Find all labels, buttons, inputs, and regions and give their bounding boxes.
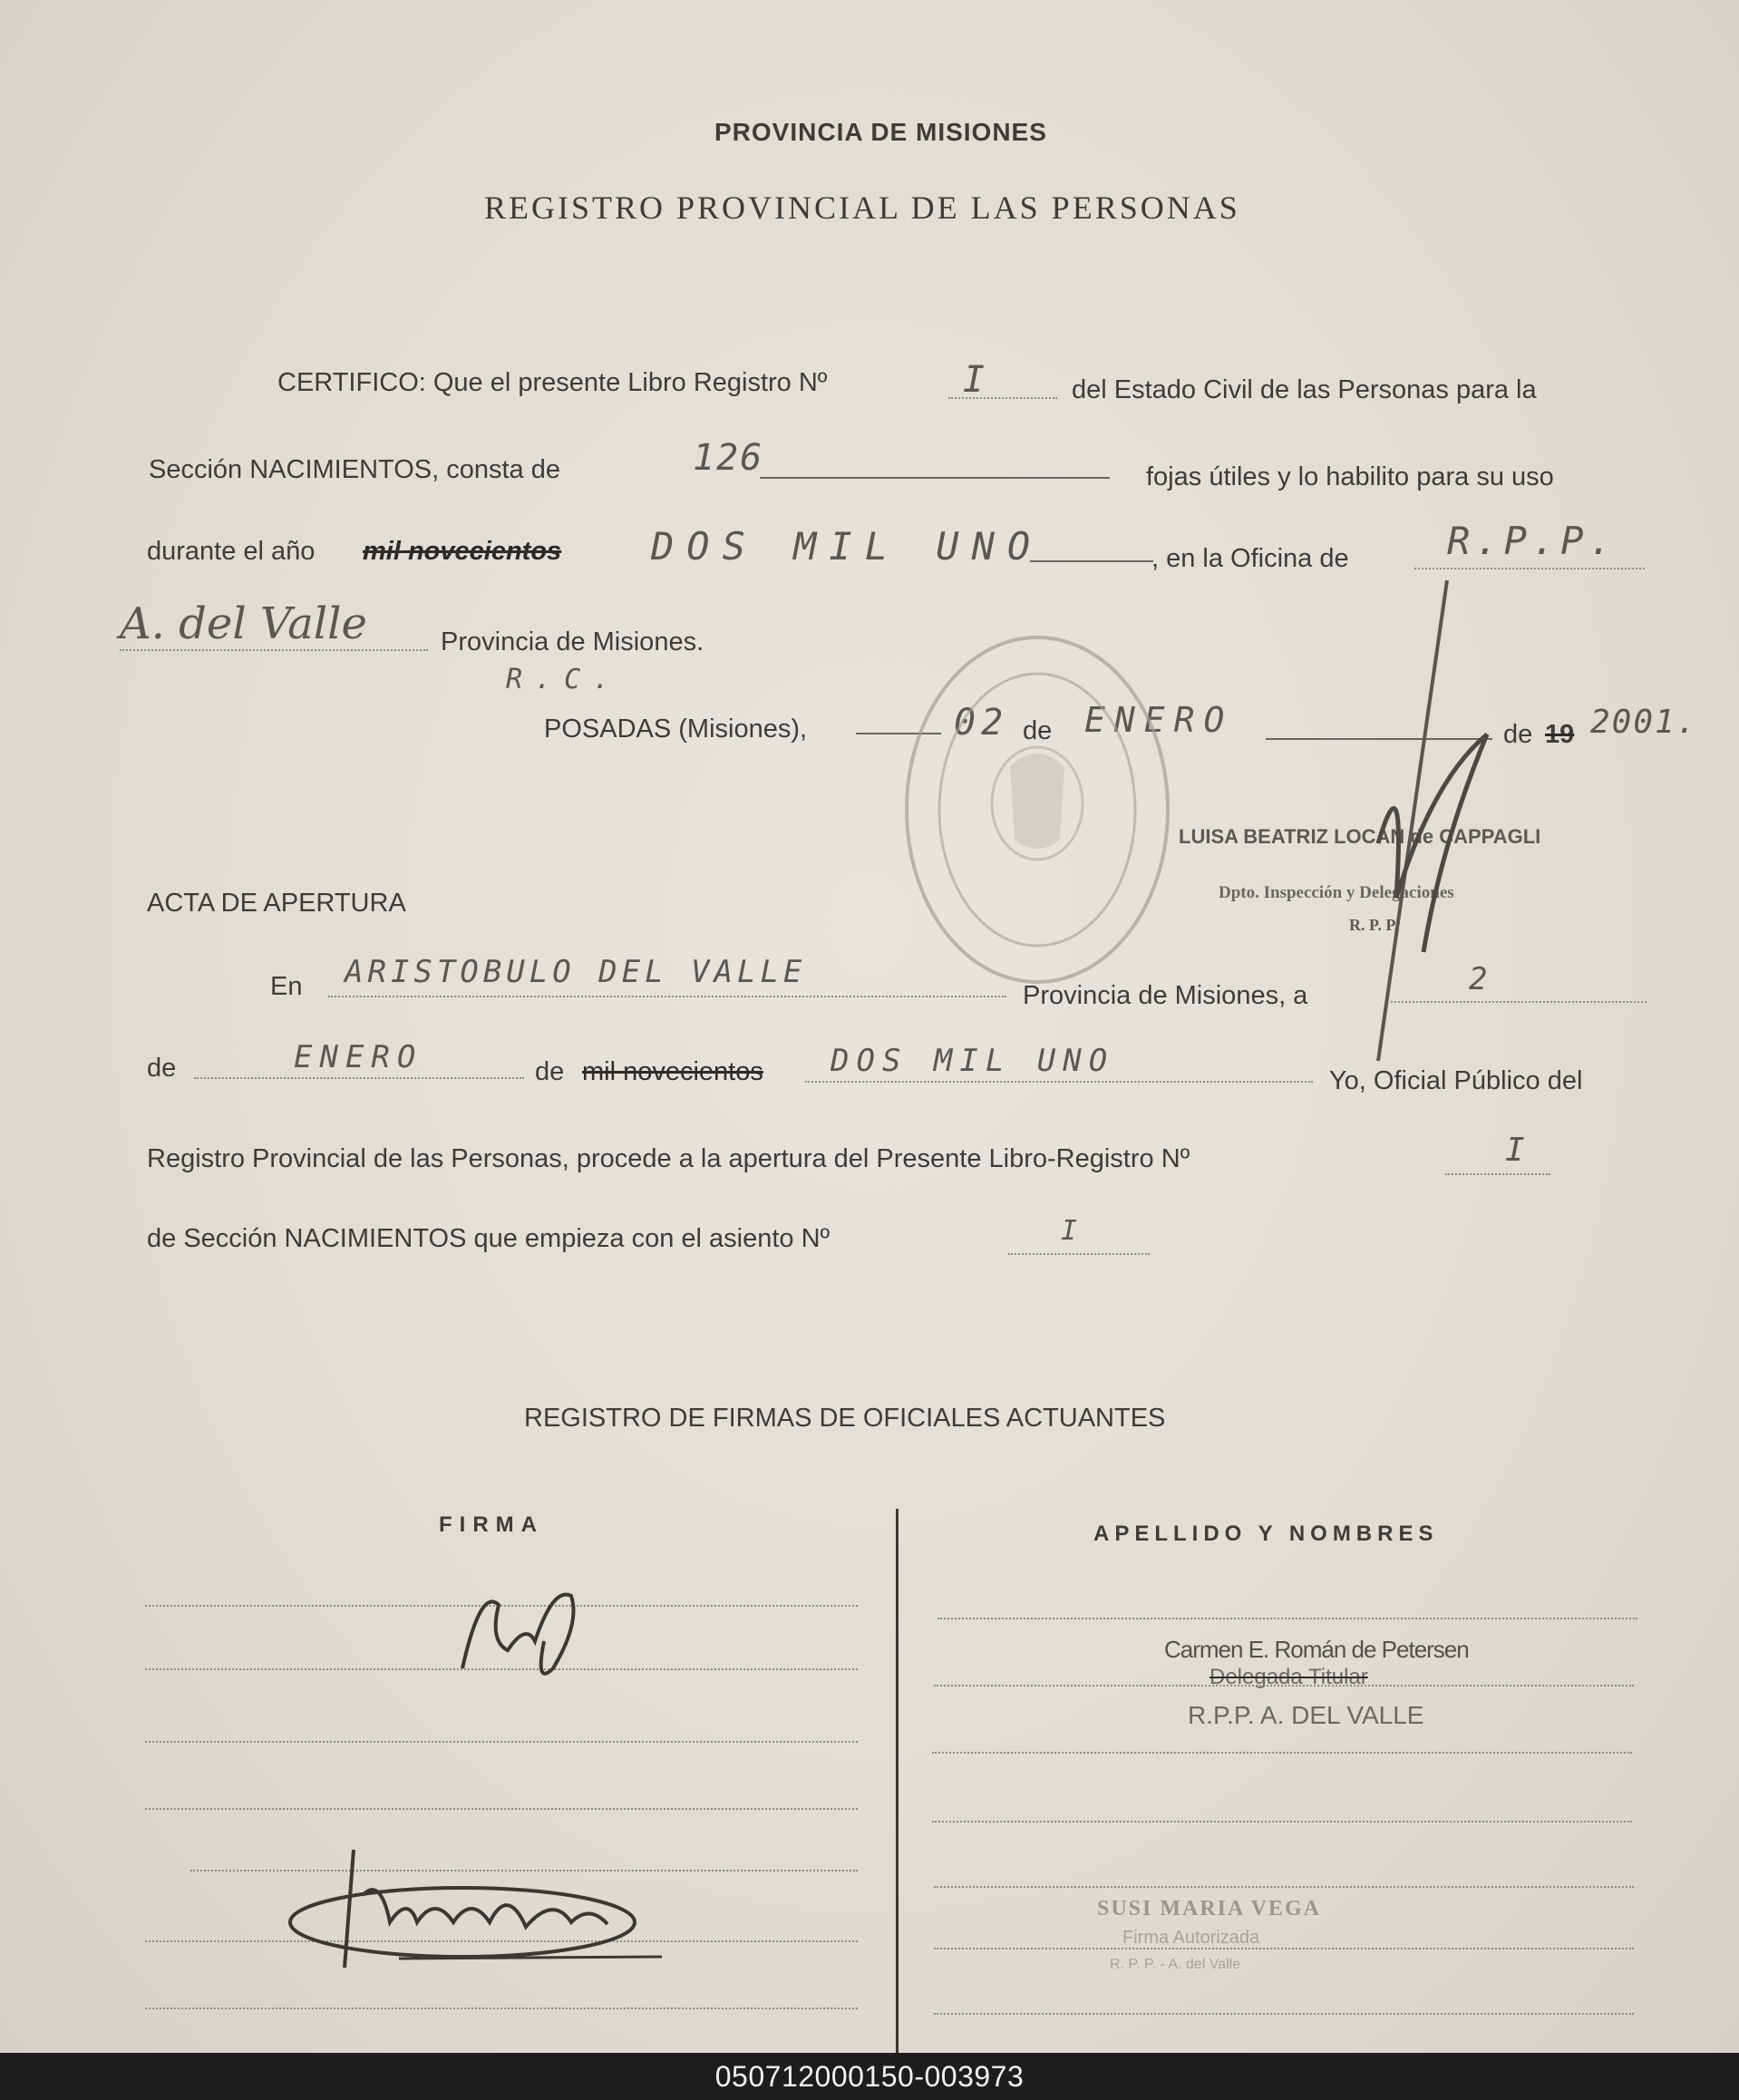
opening-struck-year: mil novecientos bbox=[582, 1057, 763, 1086]
opening-year-line bbox=[805, 1081, 1313, 1083]
stamp2-name: SUSI MARIA VEGA bbox=[1097, 1897, 1321, 1920]
signature-line-7 bbox=[145, 2008, 858, 2009]
opening-book-line bbox=[1445, 1173, 1550, 1175]
signature-column-header: FIRMA bbox=[439, 1512, 544, 1537]
certificate-line-3-mid: , en la Oficina de bbox=[1151, 544, 1349, 573]
date-de-label-1: de bbox=[1023, 716, 1053, 745]
stamp1-title: Delegada Titular bbox=[1210, 1665, 1368, 1689]
stamp1-name: Carmen E. Román de Petersen bbox=[1164, 1636, 1469, 1663]
stamp1-office: R.P.P. A. DEL VALLE bbox=[1188, 1701, 1424, 1729]
name-line-6 bbox=[934, 1948, 1634, 1949]
opening-book-number: I bbox=[1505, 1132, 1530, 1169]
year-short-handwritten: 2001. bbox=[1590, 704, 1698, 741]
locality-handwritten: ARISTOBULO DEL VALLE bbox=[345, 954, 807, 990]
name-line-1 bbox=[938, 1618, 1637, 1619]
certificate-line-3-prefix: durante el año bbox=[147, 537, 316, 566]
certificate-line-2-prefix: Sección NACIMIENTOS, consta de bbox=[149, 455, 560, 484]
pages-handwritten: 126 bbox=[693, 437, 764, 479]
official-org-stamp: R. P. P. bbox=[1349, 916, 1399, 934]
month-handwritten: ENERO bbox=[1084, 700, 1234, 740]
opening-registry-line: Registro Provincial de las Personas, procede a la apertura del Presente Libro-Registro Nº bbox=[147, 1144, 1190, 1173]
book-number-line bbox=[948, 397, 1057, 399]
locality-line bbox=[328, 996, 1006, 997]
column-divider bbox=[896, 1509, 899, 2053]
opening-province-label: Provincia de Misiones, a bbox=[1023, 981, 1308, 1010]
year-line bbox=[1030, 560, 1153, 562]
registry-heading: REGISTRO PROVINCIAL DE LAS PERSONAS bbox=[484, 190, 1240, 226]
name-line-5 bbox=[934, 1886, 1634, 1888]
certificate-line-1-prefix: CERTIFICO: Que el presente Libro Registro Nº bbox=[277, 368, 828, 397]
opening-en-label: En bbox=[270, 972, 303, 1001]
office-line bbox=[1414, 568, 1645, 569]
official-signature-strokes bbox=[1342, 571, 1523, 1079]
struck-year-text: mil novecientos bbox=[363, 537, 562, 566]
certificate-line-4-suffix: Provincia de Misiones. bbox=[441, 627, 704, 656]
official-dept-stamp: Dpto. Inspección y Delegaciones bbox=[1219, 883, 1454, 902]
opening-day-handwritten: 2 bbox=[1469, 961, 1493, 997]
official-seal-stamp bbox=[901, 631, 1173, 988]
opening-month-handwritten: ENERO bbox=[294, 1039, 423, 1075]
place-date-prefix: POSADAS (Misiones), bbox=[544, 715, 808, 744]
opening-de-label-2: de bbox=[535, 1057, 565, 1086]
province-heading: PROVINCIA DE MISIONES bbox=[714, 118, 1047, 146]
opening-yo-text: Yo, Oficial Público del bbox=[1329, 1066, 1583, 1095]
document-id-footer: 050712000150-003973 bbox=[0, 2053, 1739, 2100]
opening-entry-number: I bbox=[1061, 1215, 1083, 1247]
signature-2 bbox=[281, 1841, 680, 1977]
opening-day-line bbox=[1391, 1001, 1647, 1003]
book-number-handwritten: I bbox=[963, 359, 991, 401]
signature-1 bbox=[444, 1569, 589, 1696]
stamp2-office: R. P. P. - A. del Valle bbox=[1110, 1957, 1241, 1972]
office-place-line bbox=[120, 649, 428, 651]
signatures-title: REGISTRO DE FIRMAS DE OFICIALES ACTUANTES bbox=[524, 1404, 1166, 1433]
name-line-3 bbox=[932, 1752, 1632, 1754]
date-de-label-2: de bbox=[1503, 720, 1533, 749]
signature-line-4 bbox=[145, 1808, 858, 1810]
official-name-stamp: LUISA BEATRIZ LOCAN de CAPPAGLI bbox=[1179, 825, 1541, 848]
certificate-line-2-suffix: fojas útiles y lo habilito para su uso bbox=[1146, 462, 1554, 491]
office-handwritten: R.P.P. bbox=[1447, 519, 1618, 563]
name-line-4 bbox=[932, 1821, 1632, 1823]
opening-year-handwritten: DOS MIL UNO bbox=[831, 1043, 1115, 1079]
stamp2-title: Firma Autorizada bbox=[1122, 1928, 1260, 1948]
day-handwritten: 02 bbox=[954, 702, 1009, 744]
struck-century: 19 bbox=[1545, 720, 1575, 749]
signature-line-3 bbox=[145, 1741, 858, 1743]
opening-entry-line bbox=[1008, 1253, 1150, 1255]
opening-de-label: de bbox=[147, 1054, 177, 1083]
office-place-handwritten: A. del Valle bbox=[120, 598, 367, 649]
names-column-header: APELLIDO Y NOMBRES bbox=[1093, 1522, 1439, 1546]
year-handwritten: DOS MIL UNO bbox=[651, 524, 1044, 569]
certificate-line-1-suffix: del Estado Civil de las Personas para la bbox=[1072, 375, 1537, 404]
opening-month-line bbox=[194, 1077, 524, 1079]
opening-act-title: ACTA DE APERTURA bbox=[147, 889, 406, 918]
rc-note-handwritten: R.C. bbox=[506, 664, 623, 695]
opening-section-line: de Sección NACIMIENTOS que empieza con el asiento Nº bbox=[147, 1224, 831, 1253]
pages-line bbox=[760, 477, 1110, 479]
name-line-7 bbox=[934, 2013, 1634, 2015]
